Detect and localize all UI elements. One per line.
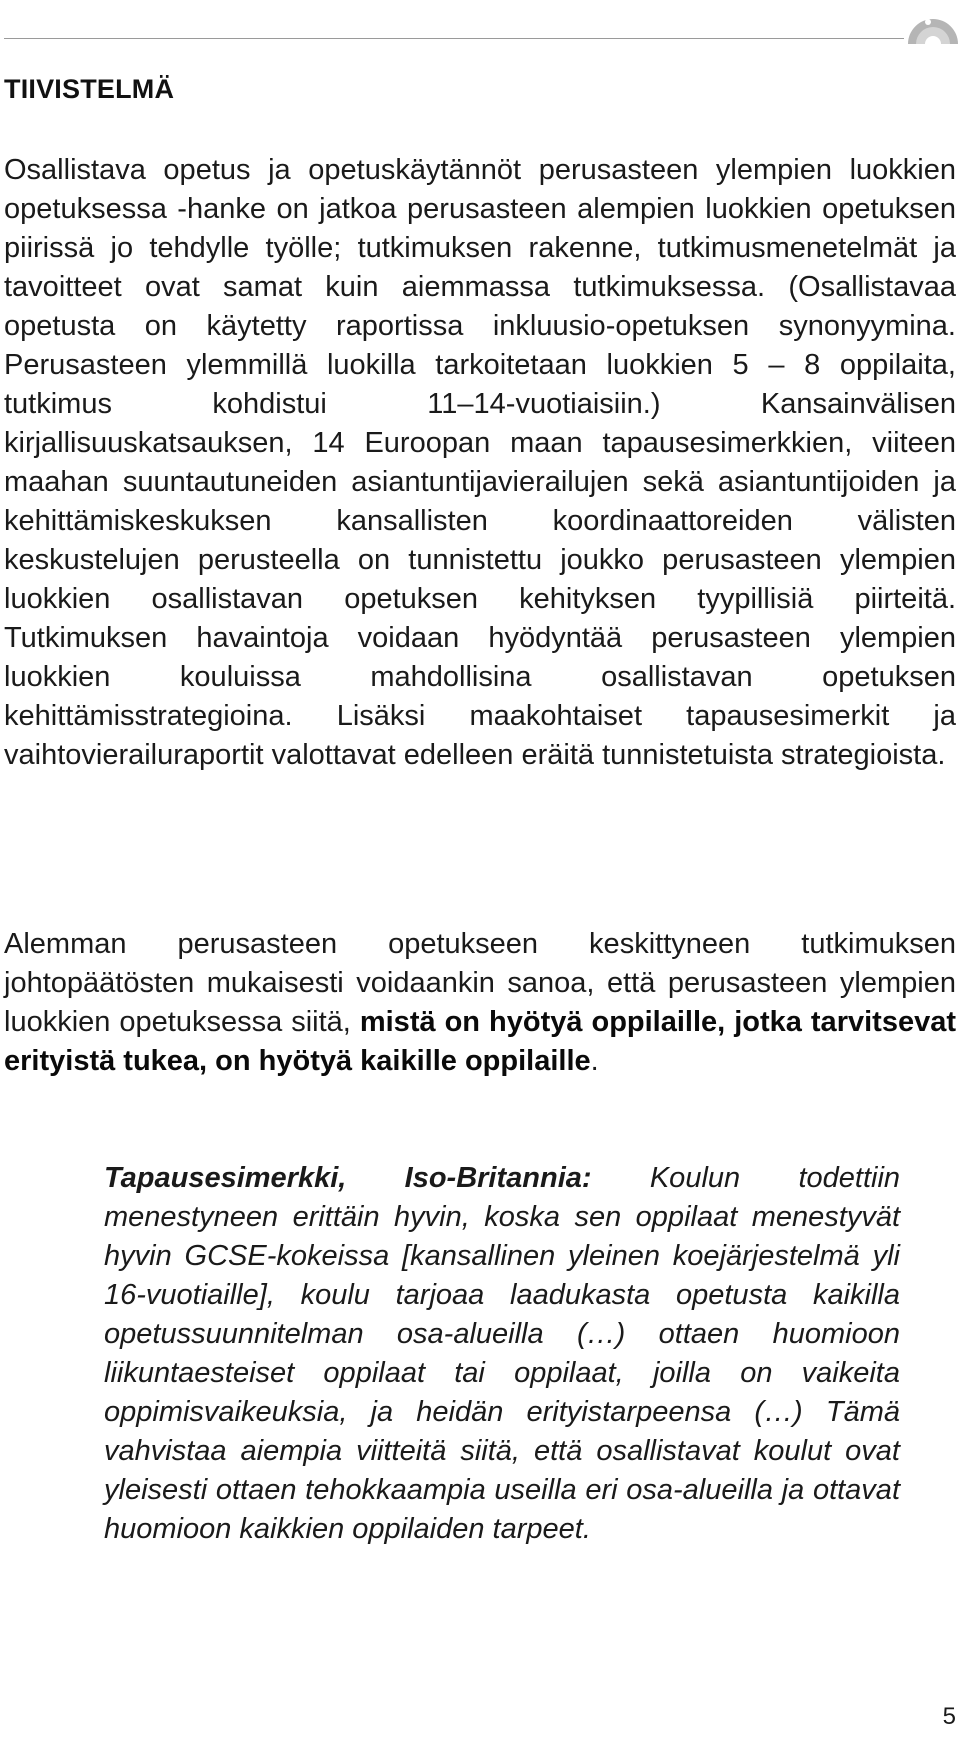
conclusion-lead: Alemman perusasteen opetukseen keskittyneen tutkimuksen johtopäätösten mukaisesti voidaankin sanoa, että perusasteen ylempien luokkien opetuksessa siitä, xyxy=(4,928,956,1038)
page-title: TIIVISTELMÄ xyxy=(4,74,175,104)
case-example-label: Tapausesimerkki, Iso-Britannia: xyxy=(104,1162,592,1194)
page-number: 5 xyxy=(942,1703,956,1730)
conclusion-paragraph xyxy=(4,925,956,1081)
conclusion-end: . xyxy=(590,1045,599,1077)
case-example-text: Koulun todettiin menestyneen erittäin hyvin, koska sen oppilaat menestyvät hyvin GCSE-kokeissa [kansallinen yleinen koejärjestelmä yli 16-vuotiaille], koulu tarjoaa laadukasta opetusta kaikilla opetussuunnitelman osa-alueilla (…) ottaen huomioon liikuntaesteiset oppilaat tai oppilaat, joilla on vaikeita oppimisvaikeuksia, ja heidän erityistarpeensa (…) Tämä vahvistaa aiempia viitteitä siitä, että osallistavat koulut ovat yleisesti ottaen tehokkaampia useilla eri osa-alueilla ja ottavat huomioon kaikkien oppilaiden tarpeet. xyxy=(104,1162,901,1545)
summary-paragraph: Osallistava opetus ja opetuskäytännöt perusasteen ylempien luokkien opetuksessa -hanke on jatkoa perusasteen alempien luokkien opetuksen piirissä jo tehdylle työlle; tutkimuksen rakenne, tutkimusmenetelmät ja tavoitteet ovat samat kuin aiemmassa tutkimuksessa. (Osallistavaa opetusta on käytetty raportissa inkluusio-opetuksen synonyymina. Perusasteen ylemmillä luokilla tarkoitetaan luokkien 5 – 8 oppilaita, tutkimus kohdistui 11–14-vuotiaisiin.) Kansainvälisen kirjallisuuskatsauksen, 14 Euroopan maan tapausesimerkkien, viiteen maahan suuntautuneiden asiantuntijavierailujen sekä asiantuntijoiden ja kehittämiskeskuksen kansallisten koordinaattoreiden välisten keskustelujen perusteella on tunnistettu joukko perusasteen ylempien luokkien osallistavan opetuksen kehityksen tyypillisiä piirteitä. Tutkimuksen havaintoja voidaan hyödyntää perusasteen ylempien luokkien kouluissa mahdollisina osallistavan opetuksen kehittämisstrategioina. Lisäksi maakohtaiset tapausesimerkit ja vaihtovierailuraportit valottavat edelleen eräitä tunnistetuista strategioista. xyxy=(4,154,956,771)
case-example-block xyxy=(104,1159,900,1549)
conclusion-emphasis: mistä on hyötyä oppilaille, jotka tarvitsevat erityistä tukea, on hyötyä kaikille oppilaille xyxy=(4,1006,956,1077)
header-rule xyxy=(4,38,904,39)
agency-logo-icon xyxy=(906,8,960,44)
